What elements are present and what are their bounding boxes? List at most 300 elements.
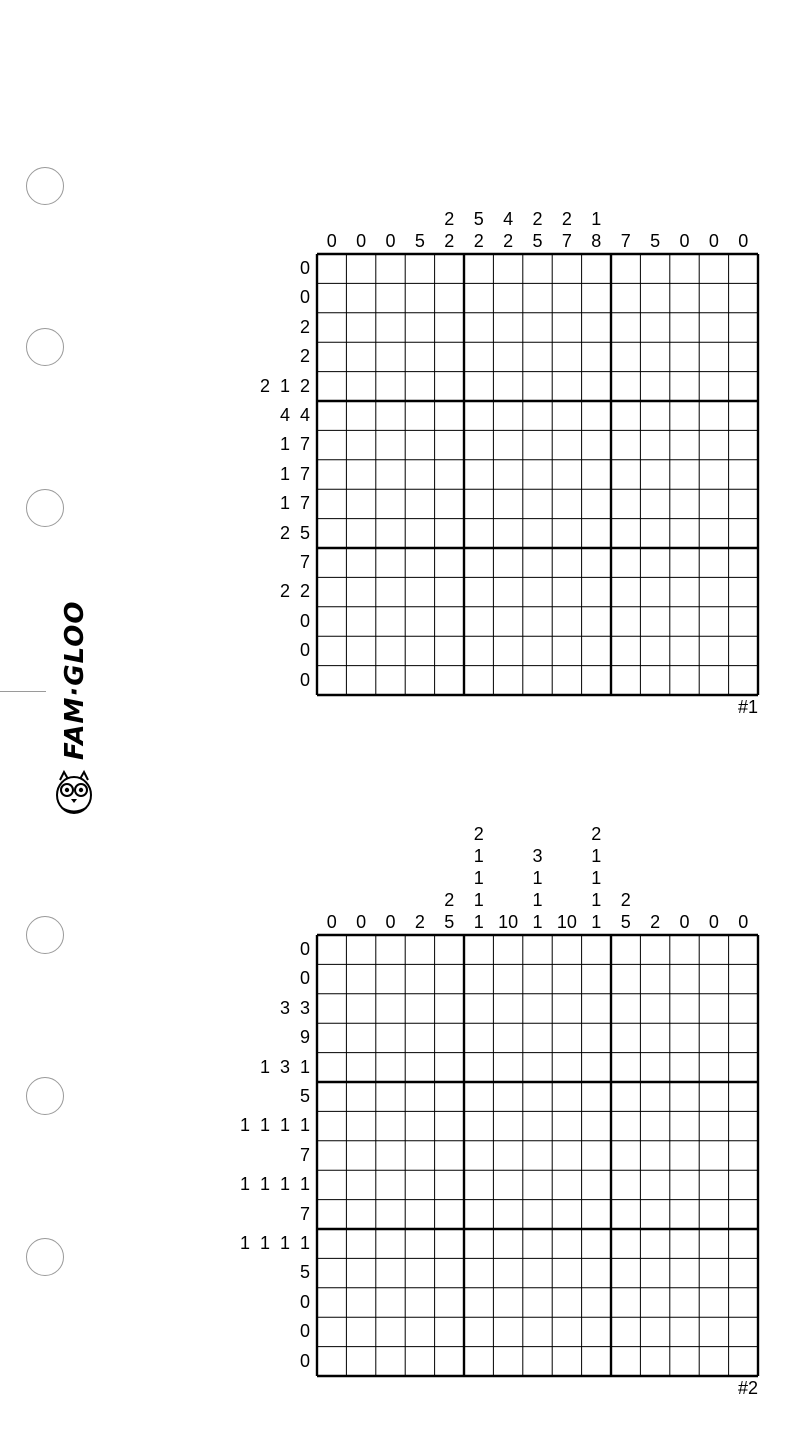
grid-cell[interactable] [346,1200,375,1229]
grid-cell[interactable] [435,1141,464,1170]
grid-cell[interactable] [670,1229,699,1258]
column-clue: 1 [532,868,543,888]
grid-cell[interactable] [435,1200,464,1229]
grid-cell[interactable] [670,1053,699,1082]
grid-cell[interactable] [346,1023,375,1052]
column-clue: 0 [326,231,337,251]
grid-cell[interactable] [729,1023,758,1052]
grid-cell[interactable] [493,1347,522,1376]
row-clue: 0 [299,1291,310,1312]
grid-cell[interactable] [376,1111,405,1140]
grid-cell[interactable] [729,1317,758,1346]
grid-cell[interactable] [523,1347,552,1376]
grid-cell[interactable] [464,1053,493,1082]
grid-cell[interactable] [523,1141,552,1170]
grid-cell[interactable] [699,1170,728,1199]
grid-cell[interactable] [464,1317,493,1346]
grid-cell[interactable] [317,1258,346,1287]
grid-cell[interactable] [464,1023,493,1052]
grid-cell[interactable] [405,1111,434,1140]
grid-cell[interactable] [464,1288,493,1317]
grid-cell[interactable] [523,1082,552,1111]
grid-cell[interactable] [729,1111,758,1140]
grid-cell[interactable] [640,1317,669,1346]
grid-cell[interactable] [435,1023,464,1052]
grid-cell[interactable] [464,1170,493,1199]
grid-cell[interactable] [670,1317,699,1346]
grid-cell[interactable] [611,1288,640,1317]
column-clue: 2 [591,824,602,844]
grid-cell[interactable] [729,1288,758,1317]
grid-cell[interactable] [699,1111,728,1140]
grid-cell[interactable] [582,1347,611,1376]
grid-cell[interactable] [670,1023,699,1052]
grid-cell[interactable] [405,1229,434,1258]
grid-cell[interactable] [317,1229,346,1258]
grid-cell[interactable] [640,1053,669,1082]
grid-cell[interactable] [699,1200,728,1229]
grid-cell[interactable] [346,964,375,993]
grid-cell[interactable] [582,935,611,964]
grid-cell[interactable] [729,935,758,964]
row-clue: 0 [299,1321,310,1342]
grid-cell[interactable] [405,1347,434,1376]
column-clue: 3 [532,846,543,866]
column-clue: 2 [473,231,484,251]
grid-cell[interactable] [376,1082,405,1111]
column-clue: 1 [473,912,484,932]
grid-cell[interactable] [435,1317,464,1346]
grid-cell[interactable] [317,1082,346,1111]
grid-cell[interactable] [699,1141,728,1170]
grid-cell[interactable] [317,964,346,993]
grid-cell[interactable] [523,1053,552,1082]
column-clue: 0 [385,231,396,251]
grid-cell[interactable] [405,994,434,1023]
grid-cell[interactable] [346,1082,375,1111]
row-clue: 3 3 [279,997,310,1018]
grid-cell[interactable] [611,1141,640,1170]
grid-cell[interactable] [611,1170,640,1199]
grid-cell[interactable] [405,1170,434,1199]
column-clue: 0 [679,912,690,932]
grid-cell[interactable] [670,1258,699,1287]
grid-cell[interactable] [376,1258,405,1287]
grid-cell[interactable] [729,994,758,1023]
grid-cell[interactable] [582,1170,611,1199]
grid-cell[interactable] [405,1141,434,1170]
row-clue: 0 [299,287,310,308]
row-clue: 2 5 [279,522,310,543]
grid-cell[interactable] [640,1288,669,1317]
grid-cell[interactable] [376,1317,405,1346]
grid-cell[interactable] [493,1023,522,1052]
grid-cell[interactable] [640,1258,669,1287]
grid-cell[interactable] [729,1200,758,1229]
column-clue: 0 [356,231,367,251]
grid-cell[interactable] [376,935,405,964]
grid-cell[interactable] [317,1347,346,1376]
row-clue: 1 7 [279,463,310,484]
row-clue: 2 [299,316,310,337]
grid-cell[interactable] [699,964,728,993]
grid-cell[interactable] [670,964,699,993]
grid-cell[interactable] [582,1200,611,1229]
grid-cell[interactable] [552,1023,581,1052]
grid-cell[interactable] [611,1200,640,1229]
grid-cell[interactable] [523,1258,552,1287]
grid-cell[interactable] [611,1229,640,1258]
puzzle-grid[interactable] [316,934,759,1377]
grid-cell[interactable] [582,1111,611,1140]
row-clue: 1 7 [279,493,310,514]
grid-cell[interactable] [405,1023,434,1052]
column-clue: 0 [385,912,396,932]
column-clue: 1 [473,846,484,866]
row-clue: 7 [299,552,310,572]
grid-cell[interactable] [493,964,522,993]
grid-cell[interactable] [405,1200,434,1229]
grid-cell[interactable] [552,1200,581,1229]
grid-cell[interactable] [464,1111,493,1140]
grid-cell[interactable] [670,1111,699,1140]
column-clue: 2 [444,890,455,910]
grid-cell[interactable] [317,1023,346,1052]
grid-cell[interactable] [523,1111,552,1140]
grid-cell[interactable] [493,935,522,964]
grid-cell[interactable] [405,1258,434,1287]
row-clue: 9 [299,1027,310,1048]
grid-cell[interactable] [435,1082,464,1111]
grid-cell[interactable] [376,1200,405,1229]
grid-cell[interactable] [582,964,611,993]
grid-cell[interactable] [670,1200,699,1229]
grid-cell[interactable] [670,1082,699,1111]
puzzle-number: #1 [737,697,758,717]
grid-cell[interactable] [346,935,375,964]
grid-cell[interactable] [552,1053,581,1082]
row-clue: 0 [299,968,310,989]
column-clue: 5 [620,912,631,932]
row-clue: 1 1 1 1 [239,1115,310,1136]
grid-cell[interactable] [493,1200,522,1229]
grid-cell[interactable] [317,1053,346,1082]
grid-cell[interactable] [640,994,669,1023]
grid-cell[interactable] [435,1170,464,1199]
grid-cell[interactable] [493,1141,522,1170]
grid-cell[interactable] [729,1347,758,1376]
grid-cell[interactable] [699,1317,728,1346]
grid-cell[interactable] [405,1053,434,1082]
grid-cell[interactable] [464,964,493,993]
grid-cell[interactable] [552,1111,581,1140]
grid-cell[interactable] [729,1082,758,1111]
grid-cell[interactable] [582,1288,611,1317]
grid-cell[interactable] [405,1082,434,1111]
column-clue: 8 [591,231,602,251]
column-clue: 1 [591,890,602,910]
grid-cell[interactable] [464,935,493,964]
grid-cell[interactable] [582,1317,611,1346]
grid-cell[interactable] [582,1229,611,1258]
grid-cell[interactable] [317,1141,346,1170]
grid-cell[interactable] [640,1347,669,1376]
grid-cell[interactable] [435,1258,464,1287]
grid-cell[interactable] [523,964,552,993]
grid-cell[interactable] [729,964,758,993]
grid-cell[interactable] [435,1111,464,1140]
column-clue: 0 [708,231,719,251]
grid-cell[interactable] [640,1141,669,1170]
column-clue: 2 [561,209,572,229]
grid-cell[interactable] [435,1288,464,1317]
grid-cell[interactable] [552,1288,581,1317]
grid-cell[interactable] [523,1023,552,1052]
grid-cell[interactable] [611,1347,640,1376]
row-clue: 1 3 1 [259,1056,310,1077]
grid-cell[interactable] [611,1023,640,1052]
grid-cell[interactable] [435,1229,464,1258]
column-clue: 5 [414,231,425,251]
grid-cell[interactable] [523,935,552,964]
grid-cell[interactable] [464,1258,493,1287]
grid-cell[interactable] [464,1082,493,1111]
grid-cell[interactable] [523,1170,552,1199]
row-clue: 2 1 2 [259,375,310,396]
column-clue: 10 [556,912,577,932]
grid-cell[interactable] [493,1258,522,1287]
grid-cell[interactable] [640,1111,669,1140]
grid-cell[interactable] [346,1288,375,1317]
row-clue: 4 4 [279,405,310,425]
grid-cell[interactable] [376,1229,405,1258]
grid-cell[interactable] [552,1258,581,1287]
column-clue: 7 [620,231,631,251]
grid-cell[interactable] [582,994,611,1023]
column-clue: 10 [498,912,519,932]
column-clue: 5 [650,231,661,251]
column-clue: 2 [444,231,455,251]
grid-cell[interactable] [670,1347,699,1376]
grid-cell[interactable] [729,1053,758,1082]
grid-cell[interactable] [376,964,405,993]
grid-cell[interactable] [346,1317,375,1346]
grid-cell[interactable] [493,1317,522,1346]
column-clue: 5 [473,209,484,229]
grid-cell[interactable] [640,1200,669,1229]
grid-cell[interactable] [493,1082,522,1111]
column-clue: 1 [591,868,602,888]
grid-cell[interactable] [376,1288,405,1317]
grid-cell[interactable] [670,1170,699,1199]
grid-cell[interactable] [493,1170,522,1199]
grid-cell[interactable] [640,1023,669,1052]
grid-cell[interactable] [493,994,522,1023]
grid-cell[interactable] [611,1053,640,1082]
grid-cell[interactable] [317,1288,346,1317]
grid-cell[interactable] [317,994,346,1023]
row-clue: 0 [299,669,310,690]
grid-cell[interactable] [346,1347,375,1376]
grid-cell[interactable] [699,1347,728,1376]
grid-cell[interactable] [611,1082,640,1111]
grid-cell[interactable] [699,1229,728,1258]
column-clue: 2 [503,231,514,251]
row-clue: 0 [299,258,310,278]
grid-cell[interactable] [435,1347,464,1376]
grid-cell[interactable] [376,1170,405,1199]
grid-cell[interactable] [611,1317,640,1346]
row-clue: 0 [299,640,310,661]
grid-cell[interactable] [640,1082,669,1111]
grid-cell[interactable] [699,1053,728,1082]
grid-cell[interactable] [552,994,581,1023]
grid-cell[interactable] [582,1053,611,1082]
column-clue: 1 [473,868,484,888]
grid-cell[interactable] [699,1023,728,1052]
grid-cell[interactable] [376,1347,405,1376]
grid-cell[interactable] [699,935,728,964]
column-clue: 2 [414,912,425,932]
column-clue: 0 [738,231,749,251]
grid-cell[interactable] [493,1229,522,1258]
grid-cell[interactable] [640,1170,669,1199]
grid-cell[interactable] [376,1053,405,1082]
grid-cell[interactable] [435,964,464,993]
grid-cell[interactable] [552,1082,581,1111]
grid-cell[interactable] [729,1170,758,1199]
grid-cell[interactable] [464,1200,493,1229]
grid-cell[interactable] [317,935,346,964]
row-clue: 5 [299,1086,310,1106]
row-clue: 2 2 [279,581,310,602]
grid-cell[interactable] [729,1229,758,1258]
grid-cell[interactable] [699,1082,728,1111]
brand-name: FAM·GLOO [60,600,90,760]
column-clue: 1 [473,890,484,910]
grid-cell[interactable] [346,1170,375,1199]
grid-cell[interactable] [640,1229,669,1258]
grid-cell[interactable] [552,935,581,964]
grid-cell[interactable] [317,1200,346,1229]
row-clue: 7 [299,1144,310,1165]
grid-cell[interactable] [435,935,464,964]
grid-cell[interactable] [346,1053,375,1082]
grid-cell[interactable] [346,1111,375,1140]
grid-cell[interactable] [376,1023,405,1052]
grid-cell[interactable] [611,935,640,964]
grid-cell[interactable] [611,1111,640,1140]
row-clue: 1 7 [279,434,310,455]
grid-cell[interactable] [670,935,699,964]
grid-cell[interactable] [317,1111,346,1140]
row-clue: 7 [299,1203,310,1224]
grid-cell[interactable] [670,994,699,1023]
grid-cell[interactable] [640,964,669,993]
grid-cell[interactable] [464,1347,493,1376]
grid-cell[interactable] [523,994,552,1023]
grid-cell[interactable] [552,1170,581,1199]
row-clue: 0 [299,939,310,959]
column-clue: 2 [620,890,631,910]
grid-cell[interactable] [346,1141,375,1170]
column-clue: 0 [708,912,719,932]
grid-cell[interactable] [552,1317,581,1346]
grid-cell[interactable] [670,1141,699,1170]
column-clue: 2 [532,209,543,229]
column-clue: 0 [356,912,367,932]
grid-cell[interactable] [582,1141,611,1170]
grid-cell[interactable] [435,1053,464,1082]
grid-cell[interactable] [464,1141,493,1170]
grid-cell[interactable] [493,1288,522,1317]
grid-cell[interactable] [493,1111,522,1140]
grid-cell[interactable] [552,1347,581,1376]
grid-cell[interactable] [523,1200,552,1229]
grid-cell[interactable] [523,1317,552,1346]
grid-cell[interactable] [464,994,493,1023]
grid-cell[interactable] [729,1258,758,1287]
grid-cell[interactable] [376,994,405,1023]
grid-cell[interactable] [405,935,434,964]
grid-cell[interactable] [699,994,728,1023]
grid-cell[interactable] [376,1141,405,1170]
grid-cell[interactable] [729,1141,758,1170]
column-clue: 2 [650,912,661,932]
column-clue: 0 [738,912,749,932]
puzzle-number: #2 [737,1378,758,1398]
row-clue: 0 [299,610,310,631]
grid-cell[interactable] [611,964,640,993]
column-clue: 1 [591,209,602,229]
column-clue: 1 [591,912,602,932]
column-clue: 1 [591,846,602,866]
grid-cell[interactable] [582,1258,611,1287]
column-clue: 5 [444,912,455,932]
grid-cell[interactable] [523,1288,552,1317]
grid-cell[interactable] [552,1141,581,1170]
column-clue: 7 [561,231,572,251]
grid-cell[interactable] [670,1288,699,1317]
grid-cell[interactable] [611,1258,640,1287]
column-clue: 5 [532,231,543,251]
grid-cell[interactable] [582,1023,611,1052]
grid-cell[interactable] [464,1229,493,1258]
column-clue: 2 [473,824,484,844]
grid-cell[interactable] [493,1053,522,1082]
grid-cell[interactable] [523,1229,552,1258]
row-clue: 1 1 1 1 [239,1233,310,1253]
grid-cell[interactable] [699,1288,728,1317]
grid-cell[interactable] [582,1082,611,1111]
grid-cell[interactable] [699,1258,728,1287]
grid-cell[interactable] [346,1229,375,1258]
grid-cell[interactable] [317,1170,346,1199]
grid-cell[interactable] [552,1229,581,1258]
grid-cell[interactable] [552,964,581,993]
grid-cell[interactable] [611,994,640,1023]
grid-cell[interactable] [405,1317,434,1346]
grid-cell[interactable] [346,1258,375,1287]
grid-cell[interactable] [405,964,434,993]
column-clue: 0 [326,912,337,932]
grid-cell[interactable] [640,935,669,964]
grid-cell[interactable] [346,994,375,1023]
grid-cell[interactable] [405,1288,434,1317]
column-clue: 4 [503,209,514,229]
grid-cell[interactable] [317,1317,346,1346]
grid-cell[interactable] [435,994,464,1023]
